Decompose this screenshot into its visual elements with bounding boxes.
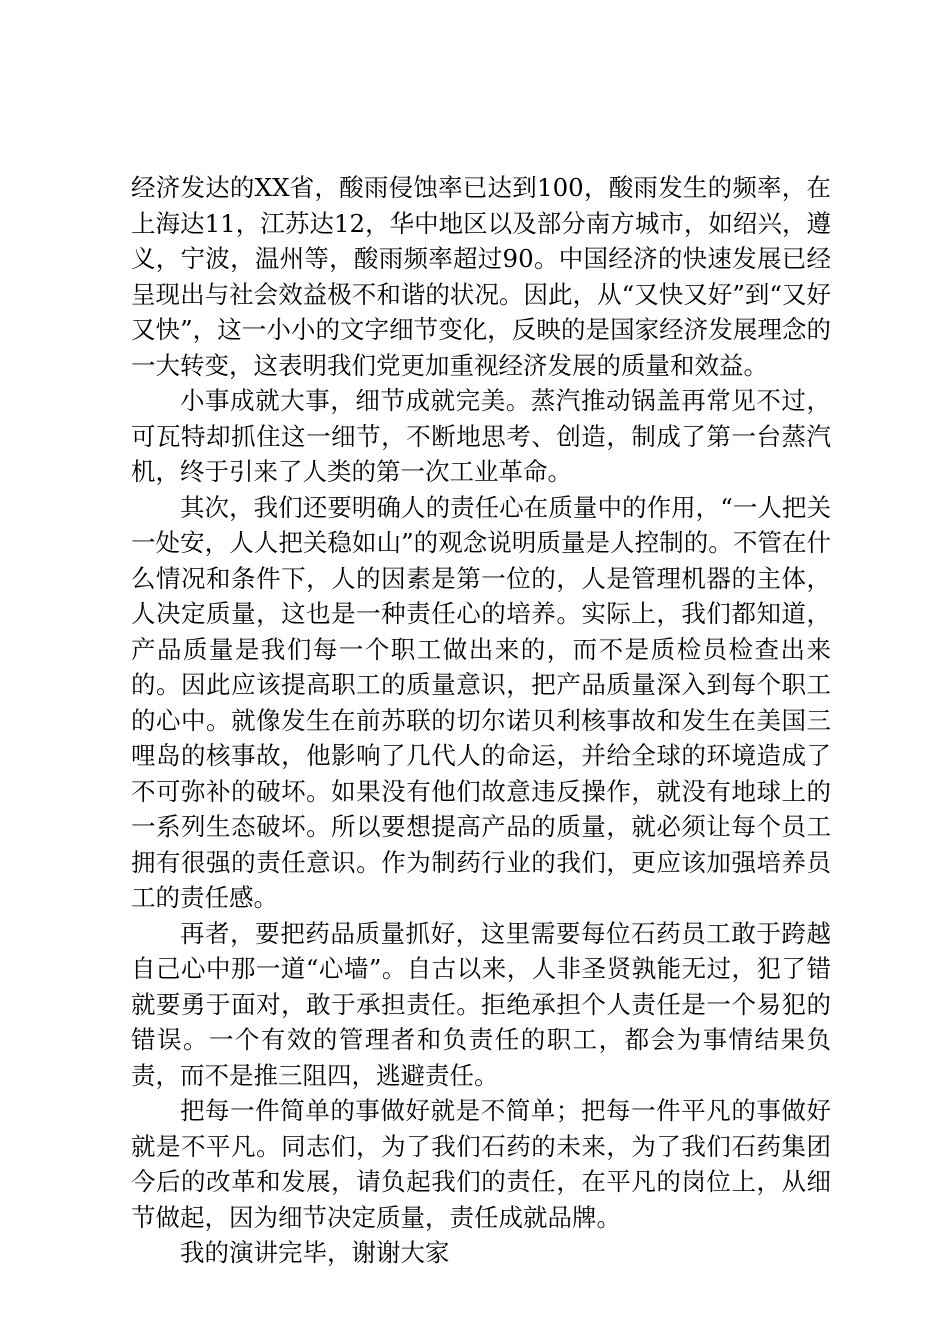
paragraph-ordinary-work: 把每一件简单的事做好就是不简单；把每一件平凡的事做好就是不平凡。同志们，为了我们石药的未来，为了我们石药集团今后的改革和发展，请负起我们的责任，在平凡的岗位上，从细节做起，因为细节决定质量，责任成就品牌。 [131, 1096, 831, 1232]
paragraph-acid-rain: 经济发达的XX省，酸雨侵蚀率已达到100，酸雨发生的频率，在上海达11，江苏达12，华中地区以及部分南方城市，如绍兴，遵义，宁波，温州等，酸雨频率超过90。中国经济的快速发展已经呈现出与社会效益极不和谐的状况。因此，从“又快又好”到“又好又快”，这一小小的文字细节变化，反映的是国家经济发展理念的一大转变，这表明我们党更加重视经济发展的质量和效益。 [131, 173, 831, 380]
paragraph-heart-wall: 再者，要把药品质量抓好，这里需要每位石药员工敢于跨越自己心中那一道“心墙”。自古以来，人非圣贤孰能无过，犯了错就要勇于面对，敢于承担责任。拒绝承担个人责任是一个易犯的错误。一个有效的管理者和负责任的职工，都会为事情结果负责，而不是推三阻四，逃避责任。 [131, 918, 831, 1090]
paragraph-small-things: 小事成就大事，细节成就完美。蒸汽推动锅盖再常见不过，可瓦特却抓住这一细节，不断地思考、创造，制成了第一台蒸汽机，终于引来了人类的第一次工业革命。 [131, 386, 831, 486]
paragraph-responsibility: 其次，我们还要明确人的责任心在质量中的作用，“一人把关一处安，人人把关稳如山”的观念说明质量是人控制的。不管在什么情况和条件下，人的因素是第一位的，人是管理机器的主体，人决定质量，这也是一种责任心的培养。实际上，我们都知道，产品质量是我们每一个职工做出来的，而不是质检员检查出来的。因此应该提高职工的质量意识，把产品质量深入到每个职工的心中。就像发生在前苏联的切尔诺贝利核事故和发生在美国三哩岛的核事故，他影响了几代人的命运，并给全球的环境造成了不可弥补的破坏。如果没有他们故意违反操作，就没有地球上的一系列生态破坏。所以要想提高产品的质量，就必须让每个员工拥有很强的责任意识。作为制药行业的我们，更应该加强培养员工的责任感。 [131, 492, 831, 912]
paragraph-closing: 我的演讲完毕，谢谢大家 [180, 1238, 450, 1267]
document-page [131, 170, 831, 1271]
